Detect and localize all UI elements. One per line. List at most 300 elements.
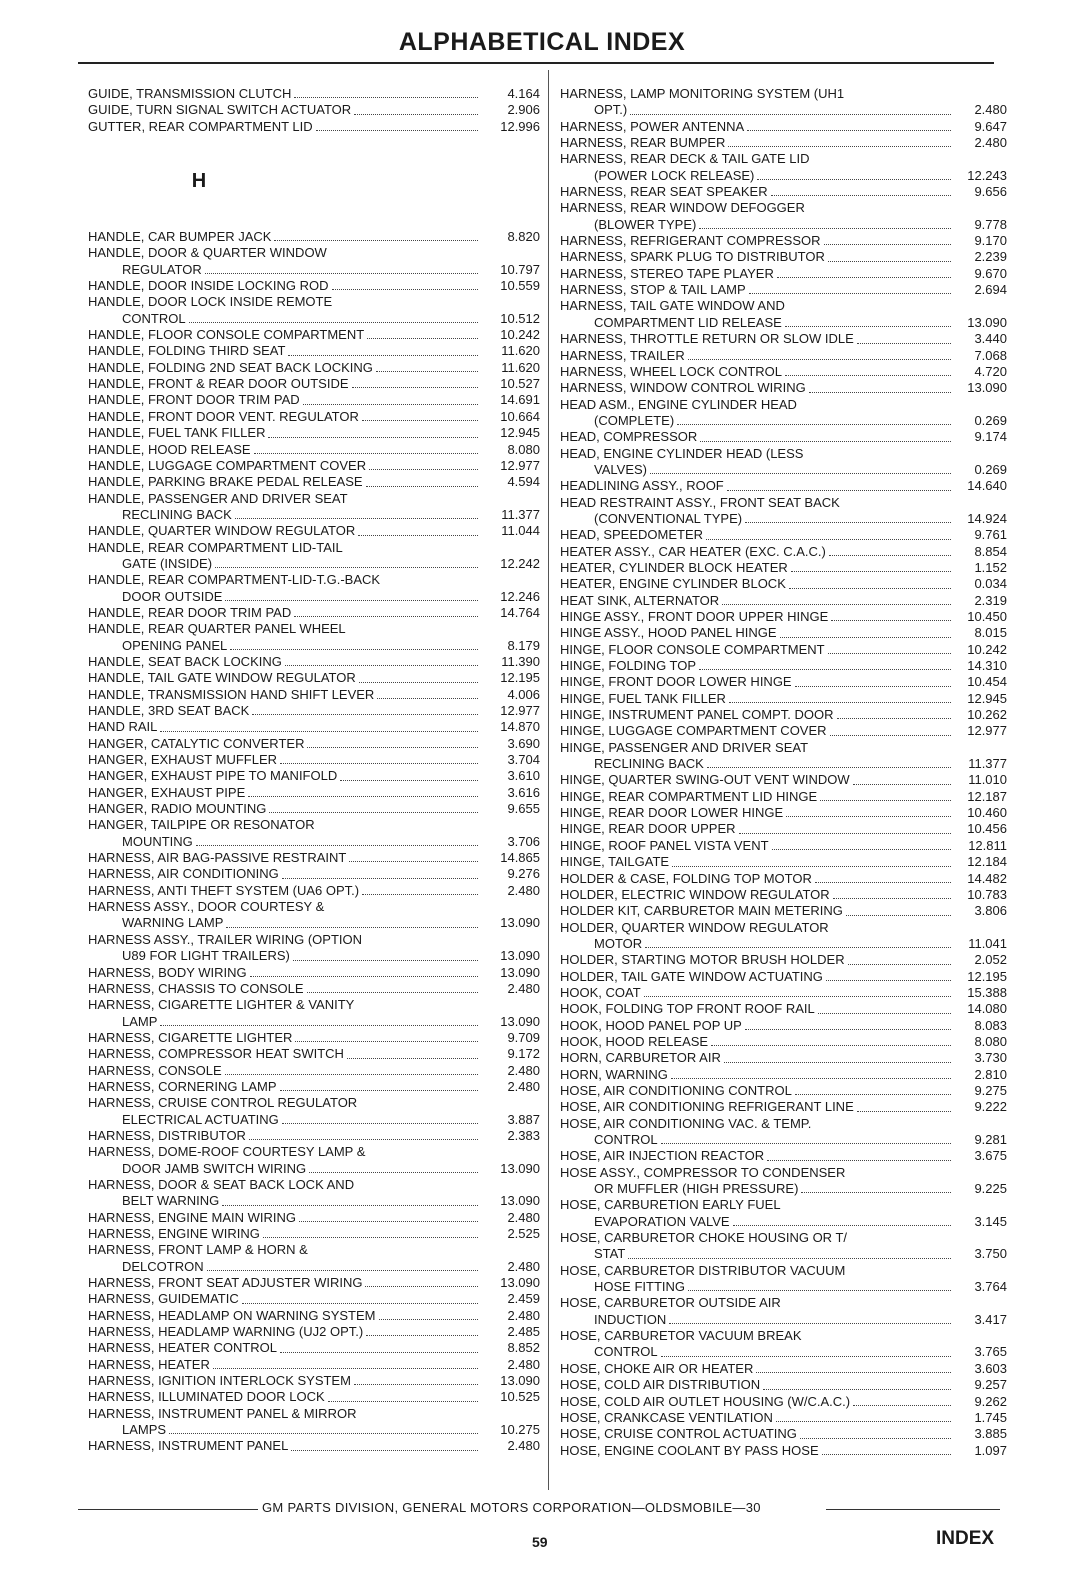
entry-reference-number: 12.187: [967, 788, 1007, 804]
entry-text-wrap: [88, 687, 482, 703]
entry-label: HINGE, FLOOR CONSOLE COMPARTMENT: [560, 641, 825, 657]
index-entry: [560, 658, 1007, 674]
entry-label: HINGE, INSTRUMENT PANEL COMPT. DOOR: [560, 707, 834, 723]
dot-leader: [263, 1237, 478, 1238]
index-entry: [88, 981, 540, 997]
index-entry: [88, 1406, 540, 1422]
index-entry: [88, 1242, 540, 1258]
index-entry: [88, 1210, 540, 1226]
index-entry: [88, 572, 540, 588]
entry-text-wrap: [88, 605, 482, 621]
entry-reference-number: 0.034: [974, 576, 1007, 592]
entry-reference-number: 2.480: [507, 1258, 540, 1274]
entry-text-wrap: [560, 1344, 955, 1360]
index-entry: [88, 1030, 540, 1046]
entry-label: HOSE, COLD AIR DISTRIBUTION: [560, 1377, 761, 1393]
entry-text-wrap: [88, 1210, 482, 1226]
index-entry: [560, 462, 1007, 478]
entry-label: HARNESS, ENGINE WIRING: [88, 1226, 260, 1241]
entry-label: HARNESS, CIGARETTE LIGHTER & VANITY: [88, 997, 355, 1013]
entry-label: HARNESS, POWER ANTENNA: [560, 118, 745, 134]
entry-label: HINGE, REAR DOOR LOWER HINGE: [560, 805, 784, 821]
index-entry: [560, 1426, 1007, 1442]
index-entry: [88, 752, 540, 768]
index-entry: [88, 311, 540, 327]
dot-leader: [722, 604, 951, 605]
dot-leader: [307, 747, 478, 748]
entry-reference-number: 14.080: [967, 1001, 1007, 1017]
entry-text-wrap: [560, 397, 955, 413]
page-title: ALPHABETICAL INDEX: [398, 28, 686, 56]
entry-label: HARNESS, AIR BAG-PASSIVE RESTRAINT: [88, 850, 347, 866]
entry-text-wrap: [88, 899, 482, 915]
entry-label: HARNESS, FRONT SEAT ADJUSTER WIRING: [88, 1275, 363, 1291]
entry-text-wrap: [560, 233, 955, 249]
dot-leader: [294, 616, 478, 617]
entry-text-wrap: [560, 1181, 955, 1197]
entry-reference-number: 4.164: [507, 86, 540, 101]
entry-label: HAND RAIL: [88, 719, 158, 735]
dot-leader: [644, 996, 951, 997]
entry-reference-number: 3.765: [974, 1344, 1007, 1360]
entry-reference-number: 10.262: [967, 707, 1007, 723]
index-entry: [88, 932, 540, 948]
index-entry: [88, 1112, 540, 1128]
entry-label: HOSE, CARBURETOR VACUUM BREAK: [560, 1328, 802, 1344]
entry-label: MOUNTING: [122, 833, 193, 849]
entry-label: MOTOR: [594, 935, 643, 951]
entry-reference-number: 1.097: [974, 1442, 1007, 1458]
entry-label: HANDLE, FUEL TANK FILLER: [88, 425, 266, 441]
index-entry: [88, 1357, 540, 1373]
entry-text-wrap: [88, 1063, 482, 1079]
index-entry: [560, 119, 1007, 135]
entry-label: HOOK, HOOD PANEL POP UP: [560, 1017, 742, 1033]
dot-leader: [299, 1221, 478, 1222]
entry-label: HARNESS, INSTRUMENT PANEL & MIRROR: [88, 1405, 357, 1421]
index-entry: [88, 654, 540, 670]
entry-label: HOSE, ENGINE COOLANT BY PASS HOSE: [560, 1442, 819, 1458]
entry-text-wrap: [88, 86, 482, 102]
entry-label: OPT.): [594, 102, 628, 118]
dot-leader: [846, 915, 951, 916]
dot-leader: [699, 669, 951, 670]
entry-label: HOSE, CARBURETION EARLY FUEL: [560, 1197, 781, 1213]
entry-label: HARNESS, ENGINE MAIN WIRING: [88, 1209, 297, 1225]
entry-text-wrap: [560, 920, 955, 936]
entry-text-wrap: [560, 707, 955, 723]
dot-leader: [815, 882, 951, 883]
entry-reference-number: 3.417: [974, 1311, 1007, 1327]
entry-reference-number: 2.480: [974, 102, 1007, 118]
index-entry: [88, 883, 540, 899]
index-entry: [560, 593, 1007, 609]
entry-text-wrap: [560, 462, 955, 478]
entry-reference-number: 10.460: [967, 805, 1007, 821]
entry-text-wrap: [88, 1389, 482, 1405]
entry-label: HOLDER, STARTING MOTOR BRUSH HOLDER: [560, 952, 845, 968]
dot-leader: [780, 637, 952, 638]
index-entry: [88, 556, 540, 572]
dot-leader: [757, 179, 951, 180]
index-entry: [88, 1291, 540, 1307]
index-entry: [88, 343, 540, 359]
index-entry: [88, 1177, 540, 1193]
footer-text: GM PARTS DIVISION, GENERAL MOTORS CORPORATION—OLDSMOBILE—30: [262, 1500, 761, 1515]
index-entry: [560, 298, 1007, 314]
entry-text-wrap: [560, 1394, 955, 1410]
dot-leader: [848, 964, 951, 965]
entry-label: EVAPORATION VALVE: [594, 1213, 730, 1229]
entry-label: LAMPS: [122, 1422, 167, 1438]
entry-text-wrap: [88, 1422, 482, 1438]
entry-text-wrap: [560, 1263, 955, 1279]
entry-text-wrap: [560, 413, 955, 429]
entry-reference-number: 2.810: [974, 1066, 1007, 1082]
index-entry: [560, 331, 1007, 347]
entry-reference-number: 3.704: [507, 752, 540, 768]
index-entry: [560, 805, 1007, 821]
entry-label: HANDLE, FRONT DOOR VENT. REGULATOR: [88, 408, 359, 424]
dot-leader: [837, 718, 951, 719]
entry-text-wrap: [560, 1246, 955, 1262]
entry-reference-number: 2.052: [974, 952, 1007, 968]
index-entry: [560, 1148, 1007, 1164]
entry-label: HANGER, EXHAUST MUFFLER: [88, 752, 278, 768]
entry-reference-number: 9.174: [974, 429, 1007, 445]
entry-text-wrap: [560, 315, 955, 331]
entry-reference-number: 14.924: [967, 510, 1007, 526]
dot-leader: [213, 1368, 478, 1369]
index-entry: [560, 1197, 1007, 1213]
entry-label: DOOR OUTSIDE: [122, 588, 223, 604]
entry-label: HANDLE, REAR QUARTER PANEL WHEEL: [88, 621, 346, 637]
index-entry: [560, 1312, 1007, 1328]
dot-leader: [727, 490, 951, 491]
dot-leader: [828, 261, 951, 262]
entry-text-wrap: [560, 102, 955, 118]
entry-reference-number: 10.242: [967, 641, 1007, 657]
entry-label: HARNESS, STEREO TAPE PLAYER: [560, 265, 774, 281]
entry-text-wrap: [88, 768, 482, 784]
entry-reference-number: 1.745: [974, 1409, 1007, 1425]
entry-text-wrap: [560, 691, 955, 707]
entry-label: HANGER, CATALYTIC CONVERTER: [88, 735, 305, 751]
entry-reference-number: 11.620: [501, 343, 540, 359]
entry-label: HARNESS, REAR WINDOW DEFOGGER: [560, 200, 805, 216]
index-entry: [560, 887, 1007, 903]
entry-label: HOSE, CRANKCASE VENTILATION: [560, 1409, 773, 1425]
entry-reference-number: 10.783: [967, 886, 1007, 902]
entry-text-wrap: [88, 1259, 482, 1275]
dot-leader: [328, 1401, 478, 1402]
entry-reference-number: 12.996: [500, 118, 540, 134]
dot-leader: [801, 1192, 951, 1193]
index-entry: [560, 740, 1007, 756]
entry-text-wrap: [560, 1312, 955, 1328]
dot-leader: [795, 686, 951, 687]
entry-text-wrap: [88, 119, 482, 135]
entry-label: HOSE, CRUISE CONTROL ACTUATING: [560, 1426, 797, 1442]
entry-text-wrap: [88, 1128, 482, 1144]
dot-leader: [169, 1433, 478, 1434]
index-entry: [560, 1361, 1007, 1377]
dot-leader: [340, 780, 478, 781]
entry-label: HOSE, AIR CONDITIONING CONTROL: [560, 1082, 792, 1098]
entry-label: HINGE, FOLDING TOP: [560, 658, 697, 674]
dot-leader: [800, 1438, 951, 1439]
entry-text-wrap: [88, 409, 482, 425]
entry-reference-number: 9.761: [974, 527, 1007, 543]
entry-text-wrap: [560, 184, 955, 200]
entry-label: GUIDE, TRANSMISSION CLUTCH: [88, 86, 292, 101]
dot-leader: [347, 1058, 478, 1059]
entry-text-wrap: [88, 311, 482, 327]
index-entry: [560, 1295, 1007, 1311]
dot-leader: [280, 1352, 478, 1353]
entry-reference-number: 2.480: [507, 980, 540, 996]
entry-reference-number: 13.090: [500, 1160, 540, 1176]
dot-leader: [756, 1372, 951, 1373]
entry-text-wrap: [560, 576, 955, 592]
entry-label: (BLOWER TYPE): [594, 216, 697, 232]
index-entry: [88, 458, 540, 474]
entry-text-wrap: [560, 821, 955, 837]
entry-label: HEAD RESTRAINT ASSY., FRONT SEAT BACK: [560, 494, 840, 510]
dot-leader: [661, 1143, 951, 1144]
entry-reference-number: 11.377: [501, 506, 540, 522]
entry-text-wrap: [88, 294, 482, 310]
entry-reference-number: 3.730: [974, 1050, 1007, 1066]
dot-leader: [293, 960, 478, 961]
dot-leader: [706, 539, 951, 540]
entry-text-wrap: [560, 135, 955, 151]
entry-text-wrap: [88, 458, 482, 474]
entry-reference-number: 12.242: [500, 555, 540, 571]
index-entry: [560, 707, 1007, 723]
index-entry: [88, 442, 540, 458]
index-entry: [560, 511, 1007, 527]
entry-reference-number: 13.090: [967, 314, 1007, 330]
dot-leader: [677, 424, 951, 425]
entry-text-wrap: [88, 1373, 482, 1389]
entry-text-wrap: [88, 1324, 482, 1340]
entry-reference-number: 14.691: [500, 392, 540, 408]
entry-text-wrap: [88, 948, 482, 964]
index-entry: [560, 789, 1007, 805]
entry-label: HARNESS, CONSOLE: [88, 1062, 222, 1078]
index-entry: [560, 1377, 1007, 1393]
entry-label: HOOK, HOOD RELEASE: [560, 1033, 709, 1049]
dot-leader: [831, 620, 951, 621]
entry-reference-number: 13.090: [967, 380, 1007, 396]
index-entry: [88, 1063, 540, 1079]
dot-leader: [826, 980, 951, 981]
entry-label: CONTROL: [594, 1132, 658, 1147]
entry-reference-number: 3.806: [974, 903, 1007, 919]
index-entry: [88, 1324, 540, 1340]
dot-leader: [249, 1139, 478, 1140]
entry-label: HEAT SINK, ALTERNATOR: [560, 592, 720, 608]
entry-text-wrap: [88, 1226, 482, 1242]
entry-label: LAMP: [122, 1013, 158, 1029]
entry-reference-number: 14.482: [967, 870, 1007, 886]
index-entry: [560, 446, 1007, 462]
entry-label: HARNESS, HEATER: [88, 1356, 210, 1372]
entry-reference-number: 9.281: [974, 1132, 1007, 1147]
entry-text-wrap: [88, 1340, 482, 1356]
entry-text-wrap: [88, 245, 482, 261]
entry-reference-number: 2.694: [974, 282, 1007, 298]
entry-label: HOSE, CHOKE AIR OR HEATER: [560, 1360, 754, 1376]
entry-reference-number: 8.854: [974, 543, 1007, 559]
entry-text-wrap: [88, 507, 482, 523]
entry-text-wrap: [88, 491, 482, 507]
entry-label: HEADLINING ASSY., ROOF: [560, 478, 724, 494]
index-entry: [560, 854, 1007, 870]
dot-leader: [226, 927, 478, 928]
entry-reference-number: 12.246: [500, 588, 540, 604]
dot-leader: [833, 898, 951, 899]
entry-label: HANDLE, FLOOR CONSOLE COMPARTMENT: [88, 327, 365, 343]
entry-label: DELCOTRON: [122, 1258, 204, 1274]
entry-label: HANDLE, FOLDING THIRD SEAT: [88, 343, 286, 359]
entry-reference-number: 9.170: [974, 233, 1007, 249]
entry-label: HOLDER KIT, CARBURETOR MAIN METERING: [560, 903, 843, 919]
index-entry: [560, 233, 1007, 249]
entry-label: GATE (INSIDE): [122, 555, 213, 571]
entry-label: HOLDER, QUARTER WINDOW REGULATOR: [560, 919, 829, 935]
title-rule: [78, 62, 994, 64]
entry-label: HINGE, ROOF PANEL VISTA VENT: [560, 837, 769, 853]
entry-reference-number: 2.459: [507, 1291, 540, 1307]
entry-text-wrap: [560, 429, 955, 445]
index-entry: [88, 948, 540, 964]
entry-reference-number: 3.706: [507, 833, 540, 849]
entry-label: (CONVENTIONAL TYPE): [594, 510, 743, 526]
index-entry: [560, 1394, 1007, 1410]
index-entry: [88, 670, 540, 686]
entry-label: HARNESS, CHASSIS TO CONSOLE: [88, 980, 304, 996]
dot-leader: [242, 1303, 478, 1304]
index-entry: [560, 1001, 1007, 1017]
entry-reference-number: 3.616: [507, 784, 540, 800]
entry-label: HINGE, LUGGAGE COMPARTMENT COVER: [560, 723, 827, 739]
entry-label: HARNESS, TRAILER: [560, 347, 685, 363]
entry-text-wrap: [88, 392, 482, 408]
index-entry: [88, 589, 540, 605]
entry-text-wrap: [560, 86, 955, 102]
entry-text-wrap: [88, 262, 482, 278]
dot-leader: [776, 1421, 951, 1422]
index-entry: [88, 229, 540, 245]
entry-text-wrap: [560, 1328, 955, 1344]
entry-text-wrap: [560, 887, 955, 903]
entry-reference-number: 2.480: [507, 1209, 540, 1225]
dot-leader: [745, 1029, 951, 1030]
index-entry: [88, 605, 540, 621]
entry-label: HARNESS, STOP & TAIL LAMP: [560, 282, 746, 298]
entry-text-wrap: [560, 380, 955, 396]
index-entry: [88, 327, 540, 343]
entry-reference-number: 3.887: [507, 1111, 540, 1127]
dot-leader: [332, 289, 478, 290]
dot-leader: [828, 653, 951, 654]
entry-label: OPENING PANEL: [122, 637, 228, 653]
entry-text-wrap: [88, 1275, 482, 1291]
entry-label: HARNESS ASSY., TRAILER WIRING (OPTION: [88, 931, 363, 947]
entry-label: HANDLE, PARKING BRAKE PEDAL RELEASE: [88, 474, 363, 490]
entry-text-wrap: [88, 1030, 482, 1046]
entry-label: HARNESS, TAIL GATE WINDOW AND: [560, 298, 785, 314]
entry-text-wrap: [560, 217, 955, 233]
entry-text-wrap: [560, 1050, 955, 1066]
entry-text-wrap: [560, 1443, 955, 1459]
dot-leader: [248, 796, 478, 797]
entry-text-wrap: [560, 1067, 955, 1083]
index-entry: [88, 102, 540, 118]
dot-leader: [366, 486, 478, 487]
entry-text-wrap: [560, 1410, 955, 1426]
left-column: [88, 86, 540, 1455]
entry-reference-number: 3.603: [974, 1360, 1007, 1376]
entry-label: HOOK, FOLDING TOP FRONT ROOF RAIL: [560, 1001, 815, 1017]
left-top-entries: [88, 86, 540, 135]
entry-reference-number: 12.195: [500, 670, 540, 686]
dot-leader: [309, 1172, 478, 1173]
index-entry: [88, 915, 540, 931]
entry-text-wrap: [560, 1116, 955, 1132]
entry-reference-number: 3.764: [974, 1279, 1007, 1295]
index-entry: [88, 785, 540, 801]
dot-leader: [358, 535, 478, 536]
entry-reference-number: 3.610: [507, 768, 540, 784]
entry-text-wrap: [560, 985, 955, 1001]
dot-leader: [749, 293, 951, 294]
dot-leader: [269, 812, 478, 813]
entry-label: HANDLE, CAR BUMPER JACK: [88, 229, 272, 245]
dot-leader: [728, 146, 951, 147]
index-entry: [560, 1279, 1007, 1295]
entry-reference-number: 10.527: [500, 376, 540, 392]
entry-text-wrap: [88, 997, 482, 1013]
index-entry: [560, 674, 1007, 690]
entry-text-wrap: [560, 1083, 955, 1099]
entry-reference-number: 10.456: [967, 821, 1007, 837]
entry-reference-number: 2.319: [974, 592, 1007, 608]
entry-text-wrap: [560, 609, 955, 625]
entry-reference-number: 4.594: [507, 474, 540, 490]
index-entry: [88, 1079, 540, 1095]
entry-label: GUIDE, TURN SIGNAL SWITCH ACTUATOR: [88, 102, 352, 118]
entry-reference-number: 11.620: [501, 359, 540, 375]
entry-text-wrap: [560, 674, 955, 690]
dot-leader: [795, 1094, 951, 1095]
entry-text-wrap: [88, 654, 482, 670]
index-entry: [88, 719, 540, 735]
entry-text-wrap: [88, 1095, 482, 1111]
index-entry: [88, 736, 540, 752]
entry-label: HARNESS, HEADLAMP WARNING (UJ2 OPT.): [88, 1324, 364, 1340]
entry-label: RECLINING BACK: [594, 756, 704, 772]
entry-label: HARNESS, DISTRIBUTOR: [88, 1127, 246, 1143]
entry-text-wrap: [88, 442, 482, 458]
entry-reference-number: 2.480: [507, 1438, 540, 1454]
entry-text-wrap: [88, 1308, 482, 1324]
entry-reference-number: 2.525: [507, 1226, 540, 1241]
entry-label: HANDLE, REAR DOOR TRIM PAD: [88, 604, 292, 620]
index-entry: [560, 266, 1007, 282]
